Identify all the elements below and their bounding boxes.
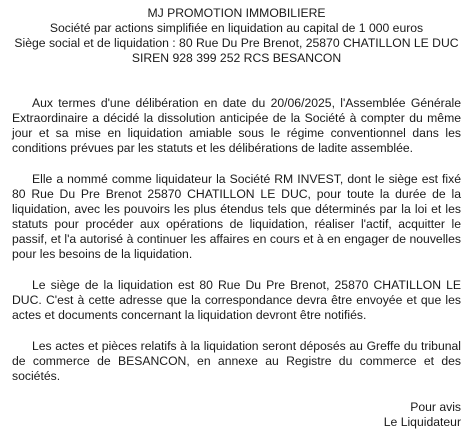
registered-address: Siège social et de liquidation : 80 Rue Du Pre Brenot, 25870 CHATILLON LE DUC	[14, 36, 459, 50]
paragraph-filing: Les actes et pièces relatifs à la liquidation seront déposés au Greffe du tribunal de commerce de BESANCON, en annexe au Registre du commerce et des sociétés.	[12, 339, 461, 383]
signature-line-1: Pour avis	[410, 400, 461, 414]
paragraph-liquidator: Elle a nommé comme liquidateur la Société RM INVEST, dont le siège est fixé 80 Rue Du Pre Brenot 25870 CHATILLON LE DUC, pour toute la durée de la liquidation, avec les pouvoirs les plus étendus tels que déterminés par la loi et les statuts pour procéder aux opérations de liquidation, réaliser l'actif, acquitter le passif, et l'a autorisé à continuer les affaires en cours et à en engager de nouvelles pour les besoins de la liquidation.	[12, 172, 461, 261]
registration-number: SIREN 928 399 252 RCS BESANCON	[131, 51, 342, 65]
notice-header	[12, 6, 461, 66]
paragraph-dissolution: Aux termes d'une délibération en date du 20/06/2025, l'Assemblée Générale Extraordinaire a décidé la dissolution anticipée de la Société à compter du même jour et sa mise en liquidation amiable sous le régime conventionnel dans les conditions prévues par les statuts et les délibérations de ladite assemblée.	[12, 96, 461, 155]
spacer	[12, 156, 461, 172]
signature-block	[12, 400, 461, 430]
signature-line-2: Le Liquidateur	[383, 415, 461, 429]
legal-form: Société par actions simplifiée en liquidation au capital de 1 000 euros	[49, 21, 424, 35]
spacer	[12, 66, 461, 96]
spacer	[12, 262, 461, 278]
paragraph-liquidation-seat: Le siège de la liquidation est 80 Rue Du Pre Brenot, 25870 CHATILLON LE DUC. C'est à cette adresse que la correspondance devra être envoyée et que les actes et documents concernant la liquidation devront être notifiés.	[12, 278, 461, 322]
spacer	[12, 323, 461, 339]
company-name: MJ PROMOTION IMMOBILIERE	[147, 6, 326, 20]
